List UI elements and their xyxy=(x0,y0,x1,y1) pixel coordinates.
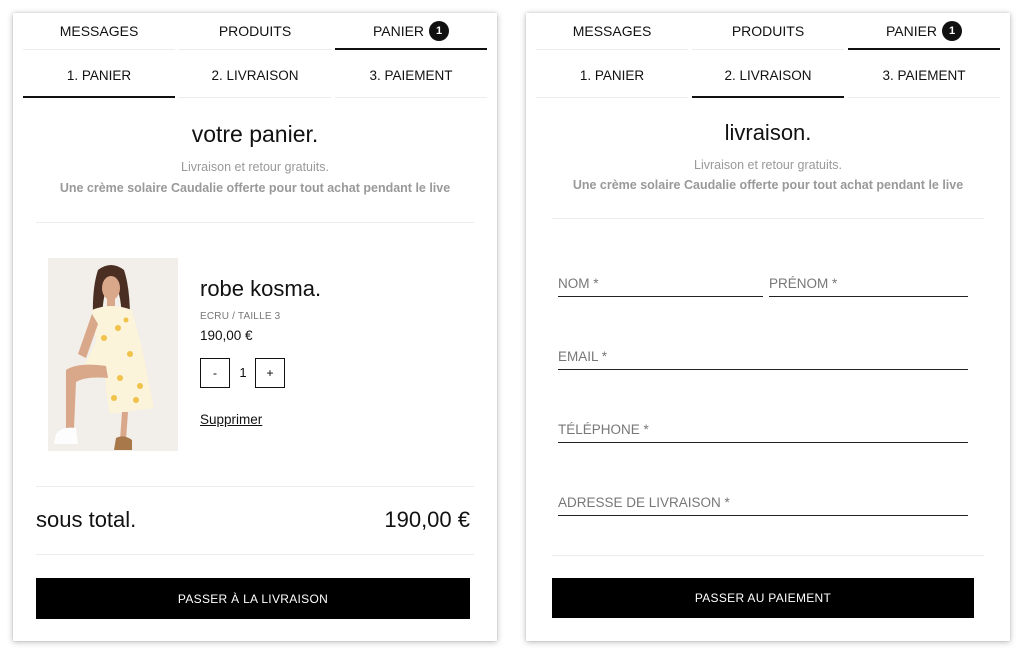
step-cart[interactable] xyxy=(23,54,175,98)
delivery-panel xyxy=(526,13,1010,641)
go-to-payment-button[interactable]: PASSER AU PAIEMENT xyxy=(552,578,974,618)
quantity-decrease-button[interactable]: - xyxy=(200,358,230,388)
tab-cart[interactable] xyxy=(848,13,1000,50)
tab-cart-label: PANIER xyxy=(885,22,938,39)
tab-cart-label: PANIER xyxy=(372,22,425,39)
cart-panel xyxy=(13,13,497,641)
product-variant: ECRU / TAILLE 3 xyxy=(200,311,281,322)
step-payment[interactable] xyxy=(335,54,487,98)
step-payment-label: 3. PAIEMENT xyxy=(369,68,453,83)
tab-messages[interactable] xyxy=(536,13,688,50)
page-title: livraison. xyxy=(724,120,812,145)
address-input[interactable] xyxy=(558,490,968,515)
tab-products[interactable] xyxy=(179,13,331,50)
step-delivery[interactable] xyxy=(692,54,844,98)
checkout-steps xyxy=(534,54,1002,98)
email-input[interactable] xyxy=(558,344,968,369)
step-delivery-label: 2. LIVRAISON xyxy=(211,68,299,83)
tab-messages-label: MESSAGES xyxy=(572,23,652,39)
first-name-input[interactable] xyxy=(769,271,968,296)
shipping-notice: Livraison et retour gratuits. xyxy=(181,160,329,174)
quantity-value: 1 xyxy=(239,365,247,380)
top-nav xyxy=(21,13,489,50)
last-name-field[interactable] xyxy=(558,271,763,297)
offer-notice: Une crème solaire Caudalie offerte pour tout achat pendant le live xyxy=(572,178,964,192)
dress-photo-icon xyxy=(48,258,178,451)
cart-count-badge: 1 xyxy=(429,21,449,41)
step-delivery-label: 2. LIVRAISON xyxy=(724,67,812,83)
phone-field[interactable] xyxy=(558,417,968,443)
divider xyxy=(552,555,984,556)
email-field[interactable] xyxy=(558,344,968,370)
quantity-increase-button[interactable]: + xyxy=(255,358,285,388)
divider xyxy=(552,218,984,219)
page-title: votre panier. xyxy=(191,121,319,147)
tab-products[interactable] xyxy=(692,13,844,50)
divider xyxy=(36,554,474,555)
phone-input[interactable] xyxy=(558,417,968,442)
remove-item-link[interactable]: Supprimer xyxy=(200,412,263,427)
step-cart-label: 1. PANIER xyxy=(579,68,645,83)
address-field[interactable] xyxy=(558,490,968,516)
product-price: 190,00 € xyxy=(200,328,253,343)
step-payment-label: 3. PAIEMENT xyxy=(882,68,966,83)
top-nav xyxy=(534,13,1002,50)
product-name: robe kosma. xyxy=(200,276,322,301)
tab-cart[interactable] xyxy=(335,13,487,50)
tab-messages-label: MESSAGES xyxy=(59,23,139,39)
offer-notice: Une crème solaire Caudalie offerte pour tout achat pendant le live xyxy=(59,181,451,195)
tab-products-label: PRODUITS xyxy=(731,23,805,39)
tab-messages[interactable] xyxy=(23,13,175,50)
tab-products-label: PRODUITS xyxy=(218,23,292,39)
divider xyxy=(36,486,474,487)
checkout-steps xyxy=(21,54,489,98)
step-delivery[interactable] xyxy=(179,54,331,98)
shipping-notice: Livraison et retour gratuits. xyxy=(694,158,842,172)
first-name-field[interactable] xyxy=(769,271,968,297)
step-cart-label: 1. PANIER xyxy=(66,67,132,83)
subtotal-label: sous total. xyxy=(36,507,137,532)
step-cart[interactable] xyxy=(536,54,688,98)
last-name-input[interactable] xyxy=(558,271,763,296)
cart-count-badge: 1 xyxy=(942,21,962,41)
subtotal-value: 190,00 € xyxy=(384,507,470,532)
divider xyxy=(36,222,474,223)
go-to-delivery-button[interactable]: PASSER À LA LIVRAISON xyxy=(36,578,470,619)
step-payment[interactable] xyxy=(848,54,1000,98)
